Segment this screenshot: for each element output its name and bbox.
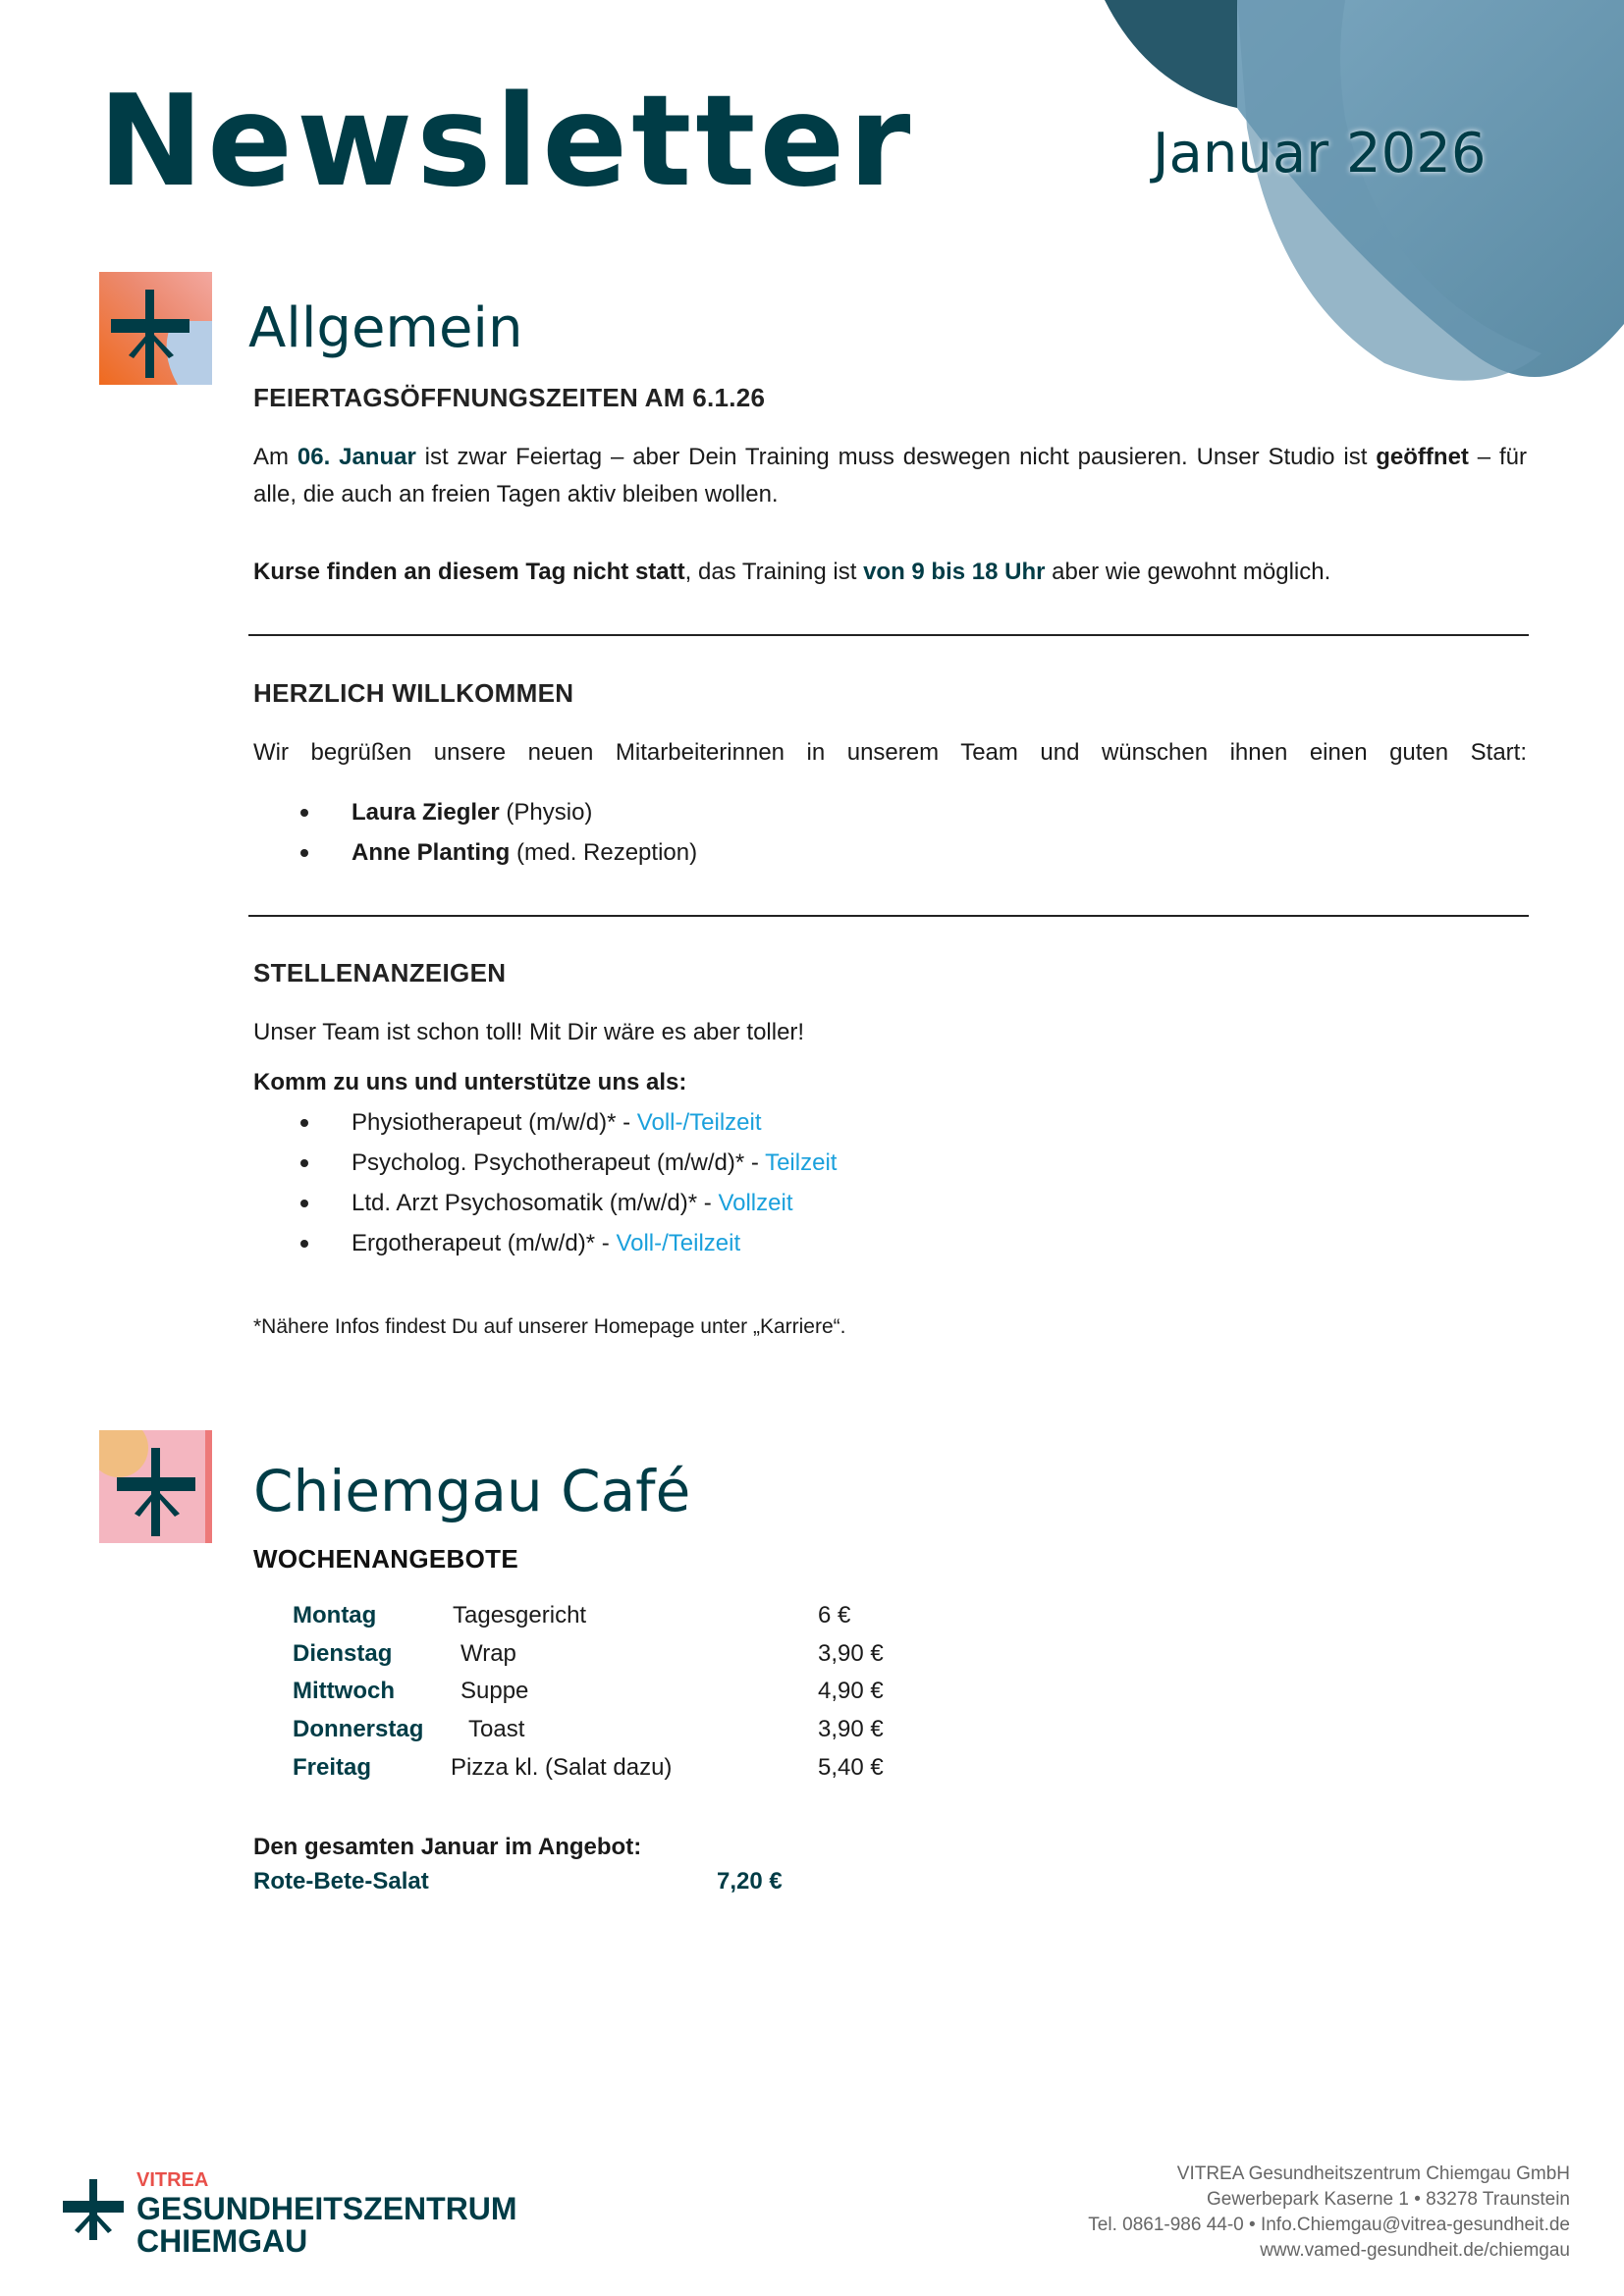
job-link[interactable]: Voll-/Teilzeit	[616, 1230, 741, 1256]
divider	[248, 915, 1529, 917]
feiertag-paragraph-1: Am 06. Januar ist zwar Feiertag – aber Dein Training muss deswegen nicht pausieren. Unser Studio ist geöffnet – für alle, die auch an freien Tagen aktiv bleiben wollen.	[253, 444, 1527, 507]
contact-line: Tel. 0861-986 44-0 • Info.Chiemgau@vitrea-gesundheit.de	[1088, 2215, 1570, 2235]
footer-contact	[1088, 2162, 1570, 2264]
job-list	[300, 1102, 837, 1263]
section-icon-allgemein	[99, 272, 212, 385]
section-title-allgemein: Allgemein	[248, 296, 523, 360]
divider	[248, 634, 1529, 636]
job-link[interactable]: Voll-/Teilzeit	[636, 1109, 762, 1136]
new-staff-list	[300, 792, 697, 873]
job-link[interactable]: Vollzeit	[718, 1190, 793, 1216]
stellen-intro: Unser Team ist schon toll! Mit Dir wäre es aber toller!	[253, 1019, 805, 1045]
heading-stellen: STELLENANZEIGEN	[253, 958, 507, 988]
issue-date: Januar 2026	[1153, 122, 1487, 186]
decorative-blob	[1090, 0, 1624, 393]
logo-line-2: CHIEMGAU	[136, 2223, 308, 2259]
logo-mark-icon	[63, 2179, 124, 2240]
monthly-offer-item: Rote-Bete-Salat	[253, 1868, 429, 1895]
monthly-offer-label: Den gesamten Januar im Angebot:	[253, 1834, 642, 1860]
heading-wochenangebote: WOCHENANGEBOTE	[253, 1544, 518, 1574]
feiertag-paragraph-2: Kurse finden an diesem Tag nicht statt, das Training ist von 9 bis 18 Uhr aber wie gewohnt möglich.	[253, 559, 1331, 585]
list-item: Physiotherapeut (m/w/d)* - Voll-/Teilzeit	[300, 1102, 837, 1143]
stellen-lead: Komm zu uns und unterstütze uns als:	[253, 1069, 687, 1095]
list-item: Ergotherapeut (m/w/d)* - Voll-/Teilzeit	[300, 1223, 837, 1263]
company-name: VITREA Gesundheitszentrum Chiemgau GmbH	[1176, 2163, 1570, 2184]
heading-willkommen: HERZLICH WILLKOMMEN	[253, 678, 574, 708]
heading-feiertag: FEIERTAGSÖFFNUNGSZEITEN AM 6.1.26	[253, 383, 766, 412]
list-item: Psycholog. Psychotherapeut (m/w/d)* - Teilzeit	[300, 1143, 837, 1183]
monthly-offer-price: 7,20 €	[717, 1868, 783, 1895]
list-item: Anne Planting (med. Rezeption)	[300, 832, 697, 873]
address: Gewerbepark Kaserne 1 • 83278 Traunstein	[1207, 2189, 1570, 2210]
section-icon-cafe	[99, 1430, 212, 1543]
newsletter-title: Newsletter	[98, 69, 915, 215]
list-item: Laura Ziegler (Physio)	[300, 792, 697, 832]
section-title-cafe: Chiemgau Café	[253, 1458, 691, 1524]
list-item: Ltd. Arzt Psychosomatik (m/w/d)* - Vollzeit	[300, 1183, 837, 1223]
job-link[interactable]: Teilzeit	[765, 1149, 838, 1176]
willkommen-text: Wir begrüßen unsere neuen Mitarbeiterinnen in unserem Team und wünschen ihnen einen guten Start:	[253, 739, 1527, 766]
website-link[interactable]: www.vamed-gesundheit.de/chiemgau	[1260, 2240, 1570, 2261]
logo-vitrea: VITREA	[136, 2169, 209, 2191]
stellen-note: *Nähere Infos findest Du auf unserer Homepage unter „Karriere“.	[253, 1315, 846, 1338]
logo-line-1: GESUNDHEITSZENTRUM	[136, 2191, 517, 2226]
